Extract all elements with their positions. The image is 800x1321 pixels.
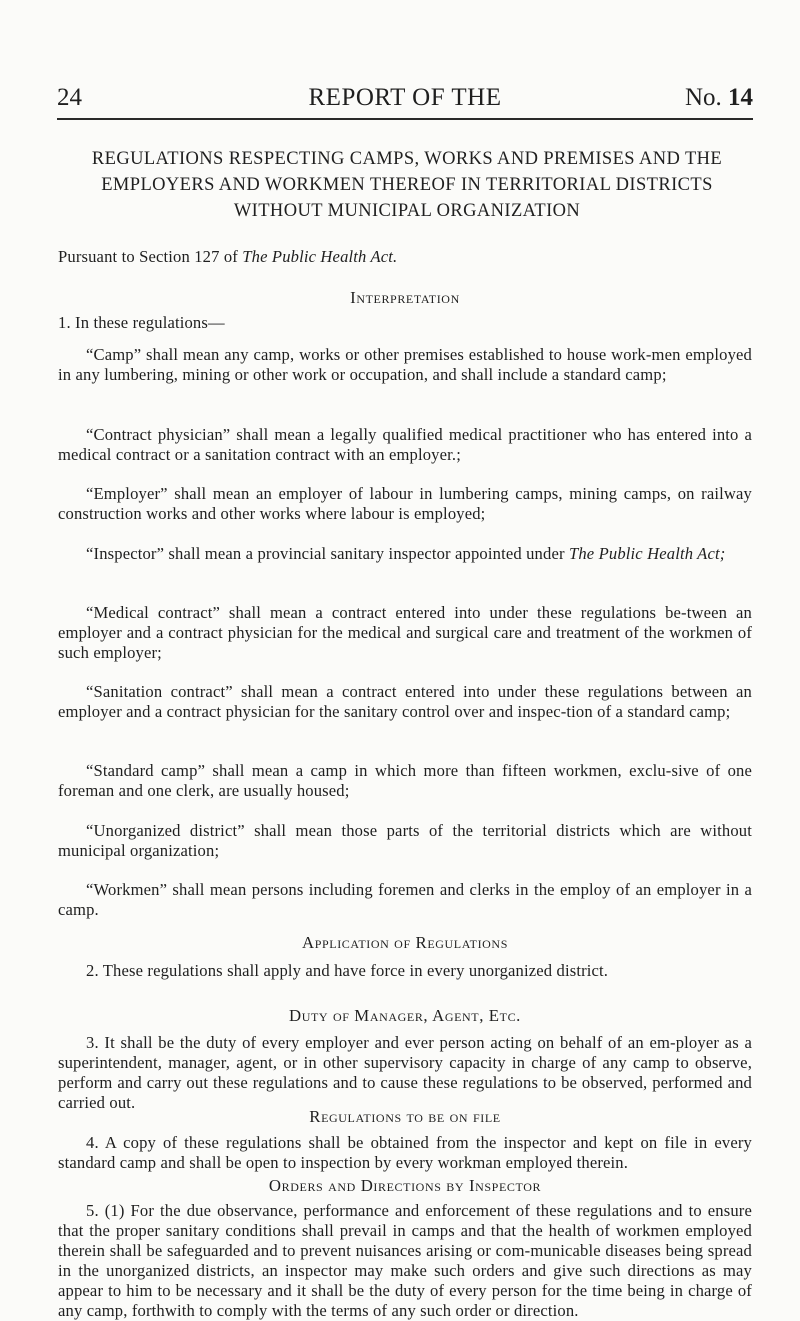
- regulation-3: 3. It shall be the duty of every employer and ever person acting on behalf of an em-ployer as a superintendent, manager, agent, or in other supervisory capacity in charge of any camp to observe, perform and carry out these regulations and to cause these regulations to be observed, performed and carried out.: [58, 1033, 752, 1112]
- regulation-4: 4. A copy of these regulations shall be obtained from the inspector and kept on file in every standard camp and shall be open to inspection by every workman employed therein.: [58, 1133, 752, 1172]
- running-head: [57, 84, 753, 120]
- definition-camp: “Camp” shall mean any camp, works or other premises established to house work-men employed in any lumbering, mining or other work or occupation, and shall include a standard camp;: [58, 345, 752, 384]
- heading-file: Regulations to be on file: [309, 1107, 501, 1126]
- title-line-2: EMPLOYERS AND WORKMEN THEREOF IN TERRITORIAL DISTRICTS: [101, 175, 713, 195]
- heading-orders: Orders and Directions by Inspector: [268, 1176, 542, 1195]
- definition-standard-camp: “Standard camp” shall mean a camp in which more than fifteen workmen, exclu-sive of one foreman and one clerk, are usually housed;: [58, 761, 752, 800]
- report-number-label: No.: [684, 84, 722, 111]
- definition-workmen: “Workmen” shall mean persons including foremen and clerks in the employ of an employer in a camp.: [58, 880, 752, 919]
- title-line-1: REGULATIONS RESPECTING CAMPS, WORKS AND PREMISES AND THE: [91, 149, 723, 169]
- definition-employer: “Employer” shall mean an employer of labour in lumbering camps, mining camps, on railway construction works and other works where labour is employed;: [58, 484, 752, 523]
- heading-application: Application of Regulations: [302, 933, 508, 952]
- heading-interpretation: Interpretation: [350, 288, 460, 307]
- page-title: [60, 146, 754, 224]
- page-number: 24: [57, 84, 82, 111]
- definition-sanitation-contract: “Sanitation contract” shall mean a contract entered into under these regulations between an employer and a contract physician for the sanitary control over and inspec-tion of a standard camp;: [58, 682, 752, 721]
- definition-inspector: [58, 544, 752, 564]
- definition-contract-physician: “Contract physician” shall mean a legally qualified medical practitioner who has entered into a medical contract or a sanitation contract with an employer.;: [58, 425, 752, 464]
- pursuant-line: [58, 247, 752, 267]
- pursuant-act: The Public Health Act.: [242, 247, 398, 266]
- heading-duty: Duty of Manager, Agent, Etc.: [289, 1006, 521, 1025]
- report-number-value: 14: [728, 84, 753, 111]
- definition-medical-contract: “Medical contract” shall mean a contract entered into under these regulations be-tween an employer and a contract physician for the medical and surgical care and treatment of the workmen of such employer;: [58, 603, 752, 662]
- regulation-5-1: 5. (1) For the due observance, performance and enforcement of these regulations and to ensure that the proper sanitary conditions shall prevail in camps and that the health of workmen employed therein shall be safeguarded and to prevent nuisances arising or com-municable diseases being spread in the unorganized districts, an inspector may make such orders and give such directions as may appear to him to be necessary and it shall be the duty of every person for the time being in charge of any camp, forthwith to comply with the terms of any such order or direction.: [58, 1201, 752, 1320]
- report-number: [685, 84, 753, 112]
- regulation-2: 2. These regulations shall apply and have force in every unorganized district.: [86, 961, 609, 980]
- running-title: REPORT OF THE: [308, 84, 502, 111]
- definition-inspector-text: “Inspector” shall mean a provincial sanitary inspector appointed under: [86, 544, 569, 563]
- definition-inspector-act: The Public Health Act;: [568, 544, 726, 563]
- pursuant-prefix: Pursuant to Section 127 of: [58, 247, 243, 266]
- definition-unorganized-district: “Unorganized district” shall mean those parts of the territorial districts which are without municipal organization;: [58, 821, 752, 860]
- title-line-3: WITHOUT MUNICIPAL ORGANIZATION: [233, 201, 581, 221]
- interpretation-intro: 1. In these regulations—: [58, 313, 225, 332]
